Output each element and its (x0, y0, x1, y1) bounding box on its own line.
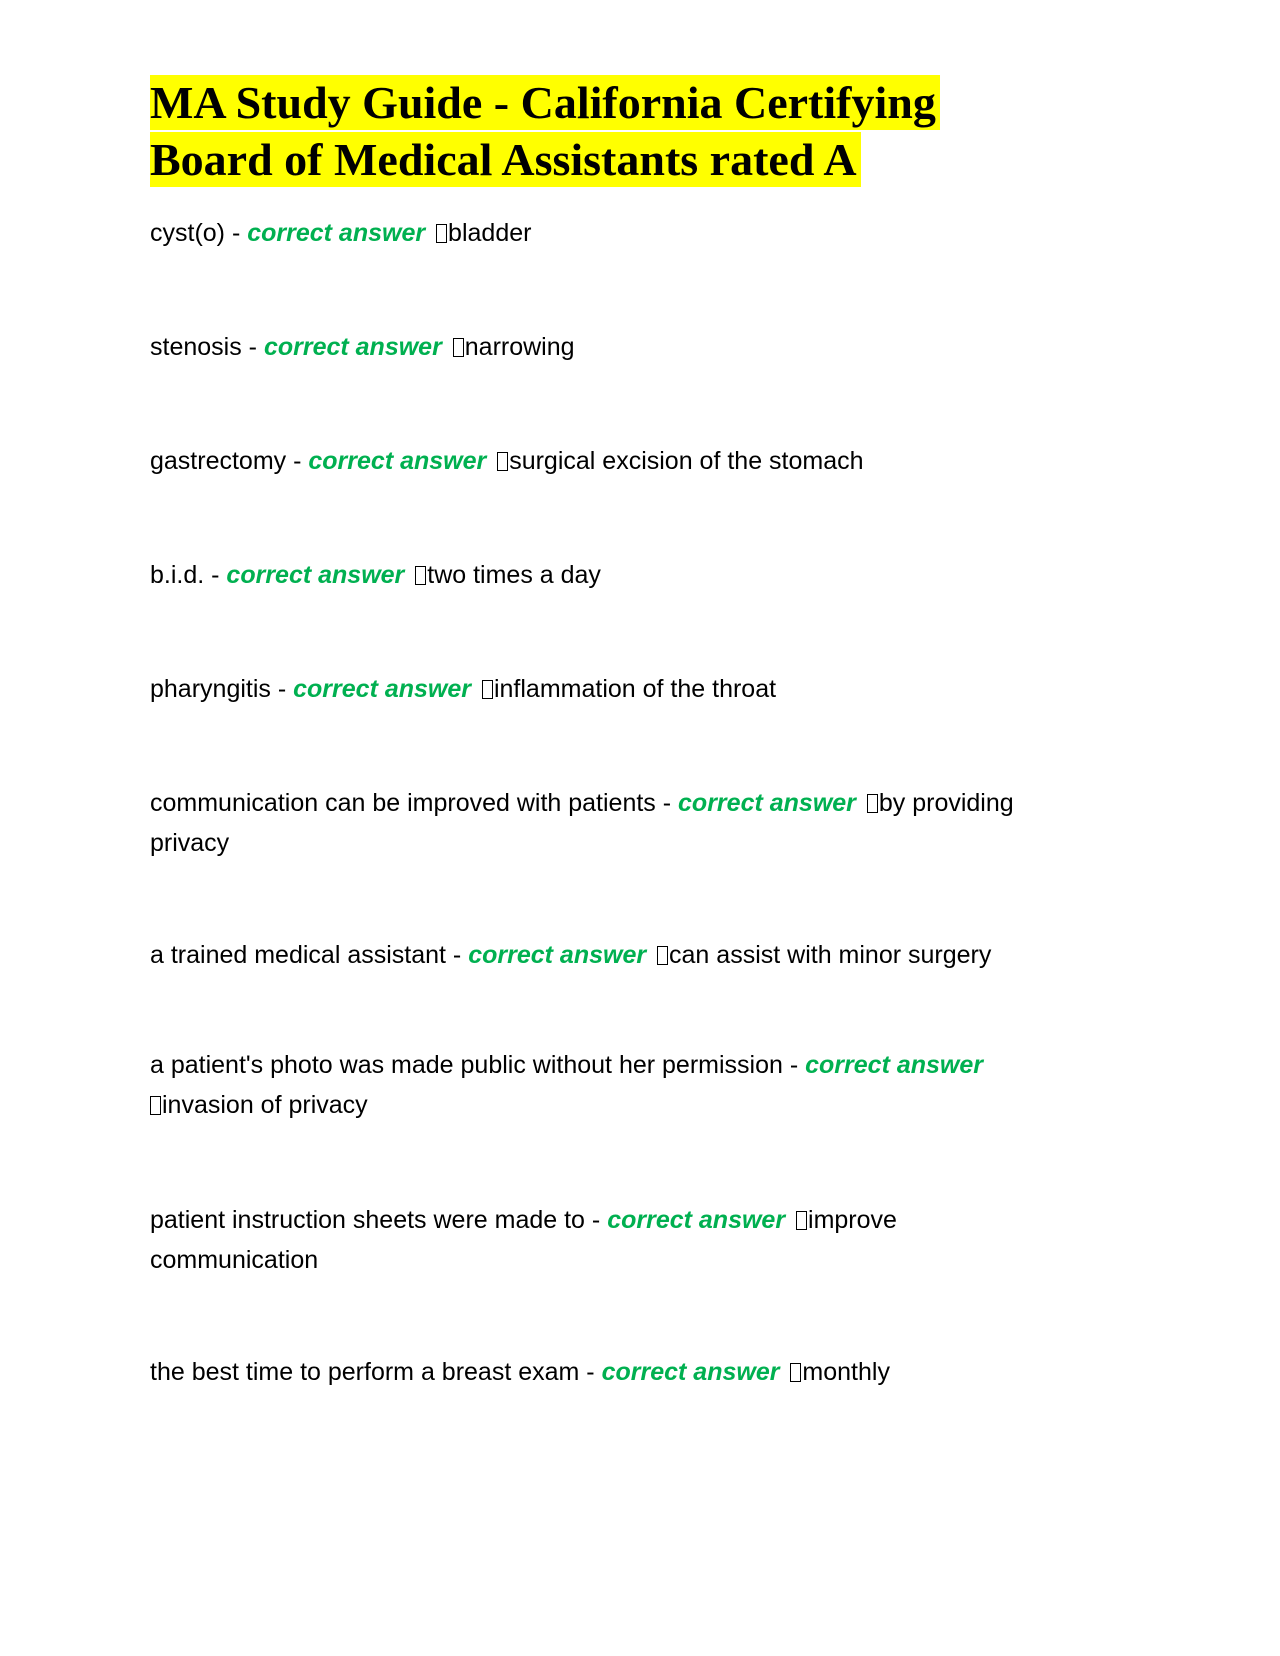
question-text: a trained medical assistant - (150, 941, 469, 969)
missing-glyph-icon (415, 566, 426, 585)
question-text: a patient's photo was made public without her permission - (150, 1051, 806, 1079)
answer-label: correct answer (226, 561, 405, 589)
answer-label: correct answer (293, 675, 471, 703)
answer-text: bladder (448, 219, 532, 247)
question-text: stenosis - (150, 333, 264, 361)
answer-label: correct answer (805, 1051, 983, 1079)
answer-label: correct answer (607, 1206, 786, 1234)
question-text: the best time to perform a breast exam - (150, 1358, 602, 1386)
question-text: communication can be improved with patients - (150, 789, 679, 817)
qa-item (150, 213, 1110, 253)
answer-text: can assist with minor surgery (669, 941, 992, 969)
answer-label: correct answer (308, 447, 487, 475)
qa-item (150, 935, 1110, 975)
answer-text: invasion of privacy (162, 1091, 368, 1119)
title-line-2: Board of Medical Assistants rated A (150, 132, 861, 187)
document-title (150, 74, 1070, 188)
missing-glyph-icon (453, 338, 464, 357)
qa-item (150, 441, 1110, 481)
answer-text: monthly (802, 1358, 890, 1386)
question-text: patient instruction sheets were made to - (150, 1206, 608, 1234)
answer-label: correct answer (678, 789, 856, 817)
missing-glyph-icon (796, 1211, 807, 1230)
answer-text: two times a day (427, 561, 601, 589)
qa-item (150, 327, 1110, 367)
question-text: pharyngitis - (150, 675, 294, 703)
missing-glyph-icon (867, 794, 878, 813)
question-text: gastrectomy - (150, 447, 309, 475)
answer-text: narrowing (464, 333, 575, 361)
missing-glyph-icon (482, 680, 493, 699)
answer-label: correct answer (263, 333, 442, 361)
missing-glyph-icon (436, 224, 447, 243)
qa-item (150, 669, 1110, 709)
qa-item (150, 1200, 1010, 1280)
qa-item (150, 555, 1110, 595)
missing-glyph-icon (790, 1363, 801, 1382)
answer-label: correct answer (468, 941, 647, 969)
answer-label: correct answer (247, 219, 426, 247)
missing-glyph-icon (657, 946, 668, 965)
qa-item (150, 783, 1090, 863)
answer-text: improve communication (150, 1206, 897, 1274)
qa-item (150, 1352, 1110, 1392)
missing-glyph-icon (150, 1096, 161, 1115)
title-line-1: MA Study Guide - California Certifying (150, 75, 940, 130)
answer-label: correct answer (601, 1358, 780, 1386)
answer-text: inflammation of the throat (493, 675, 777, 703)
missing-glyph-icon (497, 452, 508, 471)
qa-item (150, 1045, 1050, 1125)
answer-text: by providing privacy (150, 789, 1014, 857)
question-text: b.i.d. - (150, 561, 227, 589)
answer-text: surgical excision of the stomach (509, 447, 864, 475)
question-text: cyst(o) - (150, 219, 248, 247)
